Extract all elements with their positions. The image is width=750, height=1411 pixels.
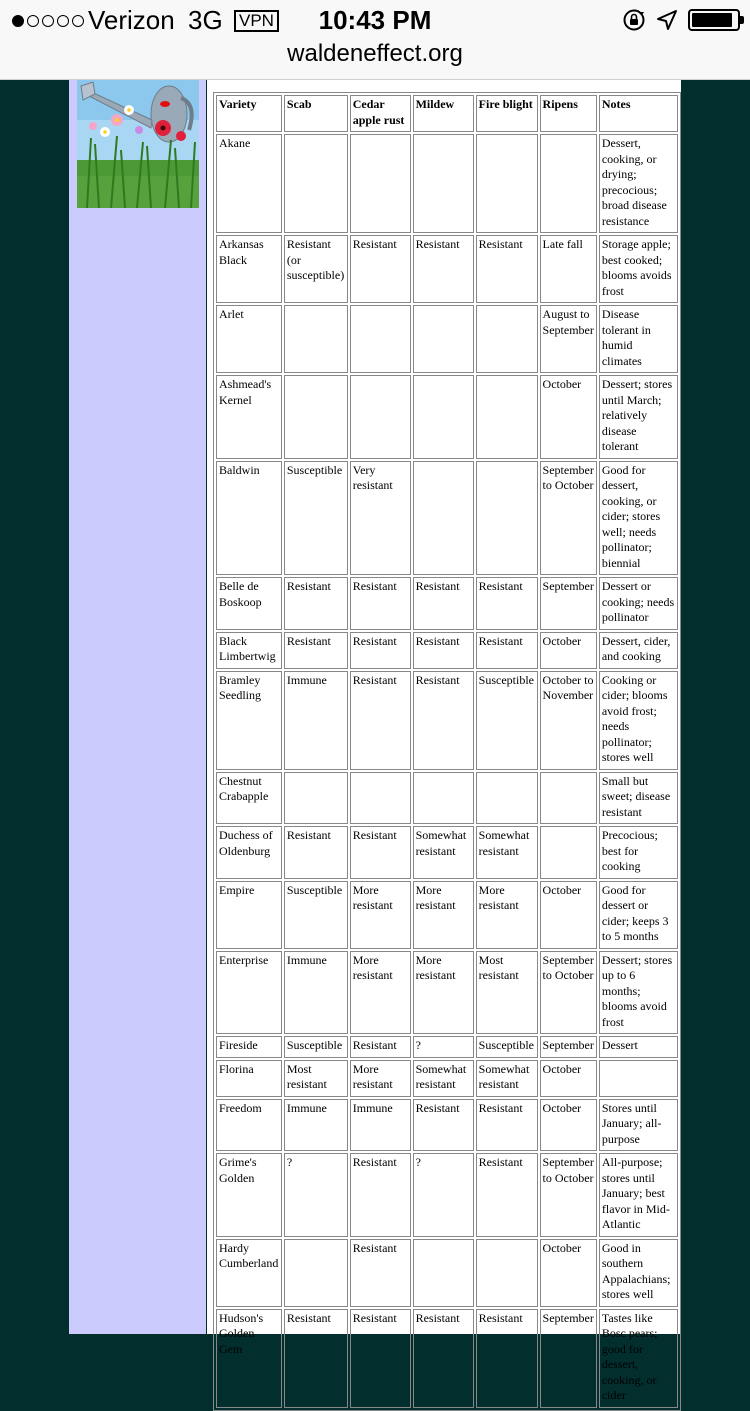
mildew-cell: Somewhat resistant <box>413 1060 474 1097</box>
mildew-cell: More resistant <box>413 881 474 949</box>
location-arrow-icon <box>656 9 678 31</box>
column-header-ripens: Ripens <box>540 95 597 132</box>
fire-blight-cell: Somewhat resistant <box>476 826 538 879</box>
cedar-apple-rust-cell: Resistant <box>350 1153 411 1237</box>
column-header-scab: Scab <box>284 95 348 132</box>
variety-cell: Black Limbertwig <box>216 632 282 669</box>
address-bar-url[interactable]: waldeneffect.org <box>287 40 463 67</box>
cedar-apple-rust-cell <box>350 375 411 459</box>
notes-cell: Cooking or cider; blooms avoid frost; needs pollinator; stores well <box>599 671 678 770</box>
web-page <box>0 80 750 1402</box>
column-header-fire-blight: Fire blight <box>476 95 538 132</box>
table-row <box>216 235 678 303</box>
scab-cell: Most resistant <box>284 1060 348 1097</box>
table-row <box>216 1309 678 1408</box>
variety-cell: Hardy Cumberland <box>216 1239 282 1307</box>
ripens-cell <box>540 826 597 879</box>
fire-blight-cell <box>476 305 538 373</box>
table-row <box>216 577 678 630</box>
table-row <box>216 1239 678 1307</box>
apple-varieties-table <box>213 92 681 1411</box>
clock: 10:43 PM <box>318 5 432 35</box>
mildew-cell <box>413 305 474 373</box>
scab-cell: Immune <box>284 1099 348 1152</box>
variety-cell: Ashmead's Kernel <box>216 375 282 459</box>
variety-cell: Belle de Boskoop <box>216 577 282 630</box>
table-row <box>216 1060 678 1097</box>
notes-cell: Good for dessert or cider; keeps 3 to 5 months <box>599 881 678 949</box>
table-body <box>216 134 678 1408</box>
table-row <box>216 461 678 576</box>
variety-cell: Freedom <box>216 1099 282 1152</box>
notes-cell: Good for dessert, cooking, or cider; stores well; needs pollinator; biennial <box>599 461 678 576</box>
cedar-apple-rust-cell <box>350 772 411 825</box>
ripens-cell: October to November <box>540 671 597 770</box>
cedar-apple-rust-cell: Resistant <box>350 1309 411 1408</box>
variety-cell: Fireside <box>216 1036 282 1058</box>
variety-cell: Enterprise <box>216 951 282 1035</box>
table-row <box>216 951 678 1035</box>
notes-cell: Dessert, cider, and cooking <box>599 632 678 669</box>
column-header-variety: Variety <box>216 95 282 132</box>
ripens-cell: October <box>540 375 597 459</box>
table-row <box>216 305 678 373</box>
cedar-apple-rust-cell: More resistant <box>350 951 411 1035</box>
table-row <box>216 671 678 770</box>
scab-cell: Immune <box>284 671 348 770</box>
ripens-cell: October <box>540 881 597 949</box>
mildew-cell <box>413 461 474 576</box>
fire-blight-cell: More resistant <box>476 881 538 949</box>
cedar-apple-rust-cell: Resistant <box>350 1036 411 1058</box>
scab-cell <box>284 134 348 233</box>
fire-blight-cell: Resistant <box>476 235 538 303</box>
scab-cell: ? <box>284 1153 348 1237</box>
mildew-cell: Resistant <box>413 632 474 669</box>
fire-blight-cell: Resistant <box>476 1099 538 1152</box>
table-row <box>216 632 678 669</box>
cedar-apple-rust-cell <box>350 134 411 233</box>
table-row <box>216 375 678 459</box>
cedar-apple-rust-cell: Resistant <box>350 235 411 303</box>
mildew-cell: Resistant <box>413 1309 474 1408</box>
table-row <box>216 881 678 949</box>
ripens-cell <box>540 772 597 825</box>
fire-blight-cell: Resistant <box>476 1153 538 1237</box>
variety-cell: Empire <box>216 881 282 949</box>
fire-blight-cell: Susceptible <box>476 671 538 770</box>
notes-cell: Dessert or cooking; needs pollinator <box>599 577 678 630</box>
mildew-cell: ? <box>413 1153 474 1237</box>
signal-dots-icon <box>12 12 84 30</box>
variety-cell: Chestnut Crabapple <box>216 772 282 825</box>
scab-cell <box>284 305 348 373</box>
table-header-row <box>216 95 678 132</box>
mildew-cell <box>413 375 474 459</box>
notes-cell: Dessert, cooking, or drying; precocious; broad disease resistance <box>599 134 678 233</box>
carrier-name: Verizon <box>88 5 175 35</box>
scab-cell <box>284 375 348 459</box>
notes-cell: Storage apple; best cooked; blooms avoids frost <box>599 235 678 303</box>
mildew-cell: ? <box>413 1036 474 1058</box>
cedar-apple-rust-cell: Resistant <box>350 1239 411 1307</box>
ripens-cell: October <box>540 1239 597 1307</box>
scab-cell <box>284 1239 348 1307</box>
notes-cell: Good in southern Appalachians; stores well <box>599 1239 678 1307</box>
notes-cell: Dessert <box>599 1036 678 1058</box>
scab-cell <box>284 772 348 825</box>
scab-cell: Resistant <box>284 632 348 669</box>
variety-cell: Akane <box>216 134 282 233</box>
column-header-mildew: Mildew <box>413 95 474 132</box>
mildew-cell <box>413 772 474 825</box>
cedar-apple-rust-cell: More resistant <box>350 1060 411 1097</box>
mildew-cell: More resistant <box>413 951 474 1035</box>
mildew-cell: Resistant <box>413 235 474 303</box>
mildew-cell: Resistant <box>413 577 474 630</box>
fire-blight-cell <box>476 375 538 459</box>
rotation-lock-icon <box>622 8 646 32</box>
variety-cell: Hudson's Golden Gem <box>216 1309 282 1408</box>
table-row <box>216 1099 678 1152</box>
mildew-cell <box>413 1239 474 1307</box>
scab-cell: Susceptible <box>284 881 348 949</box>
fire-blight-cell <box>476 461 538 576</box>
notes-cell: Dessert; stores up to 6 months; blooms avoid frost <box>599 951 678 1035</box>
network-type: 3G <box>188 5 223 35</box>
notes-cell: All-purpose; stores until January; best flavor in Mid-Atlantic <box>599 1153 678 1237</box>
table-row <box>216 1036 678 1058</box>
variety-cell: Bramley Seedling <box>216 671 282 770</box>
cedar-apple-rust-cell: Resistant <box>350 826 411 879</box>
fire-blight-cell: Resistant <box>476 632 538 669</box>
fire-blight-cell: Resistant <box>476 577 538 630</box>
main-content <box>207 80 681 1402</box>
ripens-cell: October <box>540 632 597 669</box>
scab-cell: Resistant <box>284 826 348 879</box>
notes-cell: Small but sweet; disease resistant <box>599 772 678 825</box>
scab-cell: Resistant <box>284 1309 348 1408</box>
ripens-cell: August to September <box>540 305 597 373</box>
scab-cell: Susceptible <box>284 1036 348 1058</box>
vpn-badge: VPN <box>234 10 279 32</box>
fire-blight-cell: Susceptible <box>476 1036 538 1058</box>
variety-cell: Grime's Golden <box>216 1153 282 1237</box>
column-header-notes: Notes <box>599 95 678 132</box>
table-row <box>216 826 678 879</box>
cedar-apple-rust-cell <box>350 305 411 373</box>
mildew-cell: Somewhat resistant <box>413 826 474 879</box>
scab-cell: Resistant <box>284 577 348 630</box>
ios-status-bar <box>0 0 750 80</box>
watering-can-flowers-logo[interactable] <box>77 80 199 208</box>
mildew-cell: Resistant <box>413 671 474 770</box>
cedar-apple-rust-cell: Resistant <box>350 671 411 770</box>
ripens-cell: September <box>540 1036 597 1058</box>
battery-icon <box>688 9 740 31</box>
variety-cell: Baldwin <box>216 461 282 576</box>
notes-cell: Disease tolerant in humid climates <box>599 305 678 373</box>
ripens-cell: September <box>540 1309 597 1408</box>
fire-blight-cell <box>476 1239 538 1307</box>
cedar-apple-rust-cell: Very resistant <box>350 461 411 576</box>
ripens-cell: Late fall <box>540 235 597 303</box>
fire-blight-cell <box>476 134 538 233</box>
variety-cell: Duchess of Oldenburg <box>216 826 282 879</box>
notes-cell: Tastes like Bosc pears; good for dessert, cooking, or cider <box>599 1309 678 1408</box>
fire-blight-cell: Resistant <box>476 1309 538 1408</box>
ripens-cell: September <box>540 577 597 630</box>
variety-cell: Arkansas Black <box>216 235 282 303</box>
scab-cell: Immune <box>284 951 348 1035</box>
ripens-cell: October <box>540 1060 597 1097</box>
notes-cell <box>599 1060 678 1097</box>
fire-blight-cell: Somewhat resistant <box>476 1060 538 1097</box>
fire-blight-cell: Most resistant <box>476 951 538 1035</box>
notes-cell: Stores until January; all-purpose <box>599 1099 678 1152</box>
notes-cell: Precocious; best for cooking <box>599 826 678 879</box>
mildew-cell: Resistant <box>413 1099 474 1152</box>
cedar-apple-rust-cell: Immune <box>350 1099 411 1152</box>
table-row <box>216 1153 678 1237</box>
mildew-cell <box>413 134 474 233</box>
table-row <box>216 134 678 233</box>
ripens-cell <box>540 134 597 233</box>
cedar-apple-rust-cell: Resistant <box>350 577 411 630</box>
left-sidebar <box>69 80 206 1334</box>
notes-cell: Dessert; stores until March; relatively disease tolerant <box>599 375 678 459</box>
ripens-cell: September to October <box>540 1153 597 1237</box>
fire-blight-cell <box>476 772 538 825</box>
variety-cell: Arlet <box>216 305 282 373</box>
cedar-apple-rust-cell: Resistant <box>350 632 411 669</box>
ripens-cell: September to October <box>540 461 597 576</box>
table-row <box>216 772 678 825</box>
cedar-apple-rust-cell: More resistant <box>350 881 411 949</box>
scab-cell: Resistant (or susceptible) <box>284 235 348 303</box>
column-header-cedar-apple-rust: Cedar apple rust <box>350 95 411 132</box>
variety-cell: Florina <box>216 1060 282 1097</box>
ripens-cell: September to October <box>540 951 597 1035</box>
ripens-cell: October <box>540 1099 597 1152</box>
scab-cell: Susceptible <box>284 461 348 576</box>
